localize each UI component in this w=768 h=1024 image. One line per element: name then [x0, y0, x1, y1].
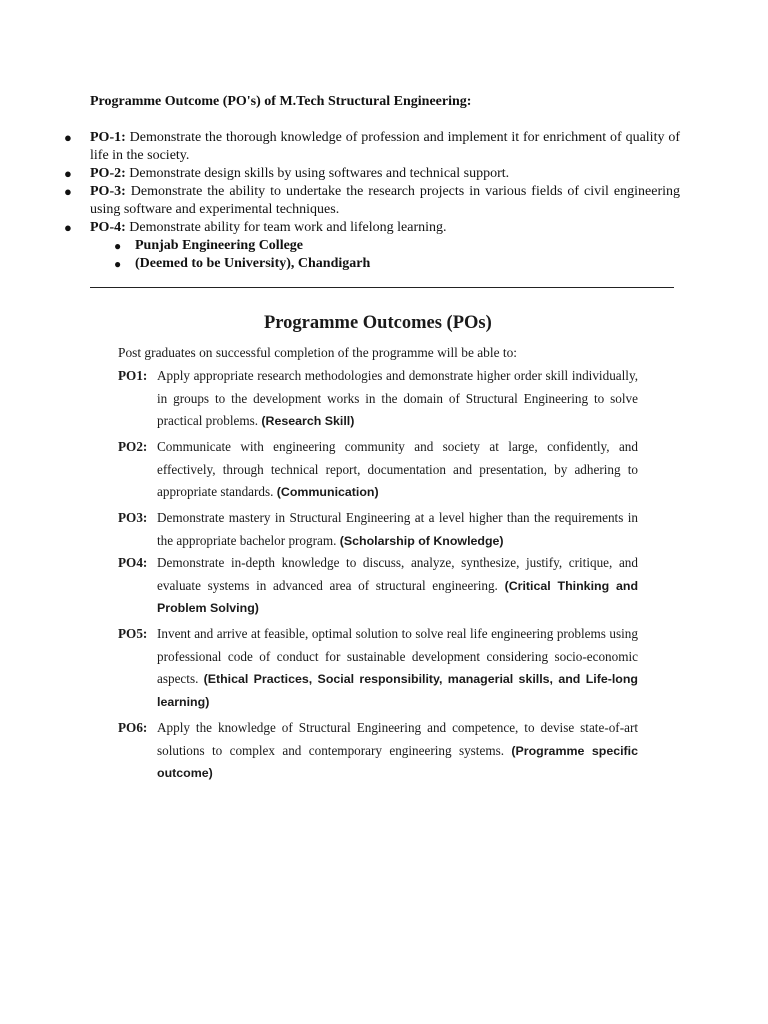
bullet-icon: ●	[114, 257, 122, 271]
bullet-icon: ●	[114, 239, 122, 253]
scan-po-item	[118, 436, 638, 504]
po-list	[64, 129, 681, 237]
scan-po-tag: (Critical Thinking and Problem Solving)	[157, 578, 639, 615]
scan-po-code: PO1:	[118, 368, 148, 383]
scan-po-item	[118, 507, 638, 552]
bullet-icon: ●	[64, 184, 72, 199]
po-code: PO-1:	[90, 130, 126, 145]
po-item	[64, 165, 680, 183]
po-text: Demonstrate ability for team work and lifelong learning.	[129, 220, 447, 235]
scan-po-code: PO5:	[118, 626, 148, 641]
scan-po-code: PO4:	[118, 555, 148, 570]
po-text: Demonstrate design skills by using softwares and technical support.	[129, 166, 510, 181]
typed-section	[64, 92, 681, 271]
scan-po-text: Apply the knowledge of Structural Engineering and competence, to devise state-of-art solutions to complex and contemporary engineering systems.	[157, 720, 638, 758]
scan-po-tag: (Programme specific outcome)	[157, 743, 639, 780]
scan-po-text: Demonstrate in-depth knowledge to discuss, analyze, synthesize, justify, critique, and evaluate systems in advanced area of structural engineering.	[157, 555, 638, 593]
bullet-icon: ●	[64, 220, 72, 235]
po-item	[64, 129, 680, 165]
scan-po-tag: (Communication)	[276, 485, 379, 499]
scan-po-text: Communicate with engineering community and society at large, confidently, and effectively, through technical report, documentation and presentation, by adhering to appropriate standards.	[157, 439, 638, 499]
scan-po-text: Apply appropriate research methodologies and demonstrate higher order skill individually, in groups to the development works in the domain of Structural Engineering to solve practical problems.	[157, 368, 638, 428]
po-text: Demonstrate the thorough knowledge of profession and implement it for enrichment of quality of life in the society.	[90, 130, 680, 163]
scan-intro: Post graduates on successful completion of the programme will be able to:	[118, 345, 518, 360]
page-title: Programme Outcome (PO's) of M.Tech Structural Engineering:	[90, 94, 472, 109]
scan-po-item	[118, 717, 638, 785]
institution-name: ● Punjab Engineering College	[114, 238, 304, 253]
po-text: Demonstrate the ability to undertake the research projects in various fields of civil engineering using software and experimental techniques.	[90, 184, 681, 217]
institution-location: ● (Deemed to be University), Chandigarh	[114, 256, 371, 271]
scan-po-item	[118, 552, 638, 620]
po-item	[64, 183, 681, 219]
scan-po-code: PO2:	[118, 439, 148, 454]
po-item	[64, 219, 680, 237]
scan-po-item	[118, 623, 638, 713]
scan-po-text: Demonstrate mastery in Structural Engineering at a level higher than the requirements in the appropriate bachelor program.	[157, 510, 638, 548]
scan-po-item	[118, 365, 638, 433]
bullet-icon: ●	[64, 166, 72, 181]
scanned-outcomes-image	[112, 305, 647, 805]
scan-po-code: PO3:	[118, 510, 148, 525]
scan-po-tag: (Ethical Practices, Social responsibility, managerial skills, and Life-long learning)	[157, 672, 638, 709]
institution-list	[114, 237, 635, 273]
scan-po-code: PO6:	[118, 720, 148, 735]
scan-po-tag: (Research Skill)	[261, 414, 355, 428]
scan-po-tag: (Scholarship of Knowledge)	[339, 533, 504, 548]
bullet-icon: ●	[64, 130, 72, 145]
scan-title: Programme Outcomes (POs)	[264, 313, 492, 333]
po-code: PO-4:	[90, 220, 126, 235]
po-code: PO-3:	[90, 184, 126, 199]
scan-po-text: Invent and arrive at feasible, optimal solution to solve real life engineering problems using professional code of conduct for sustainable development considering socio-economic aspects.	[157, 626, 638, 686]
po-code: PO-2:	[90, 166, 126, 181]
horizontal-divider	[90, 287, 674, 288]
